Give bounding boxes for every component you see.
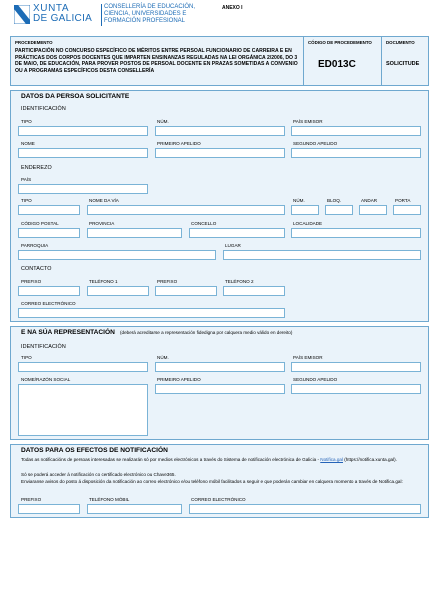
representation-razon-social-field[interactable] [18, 384, 148, 436]
notification-email-label: CORREO ELECTRÓNICO [191, 497, 246, 502]
applicant-telefono1-label: TELÉFONO 1 [89, 279, 118, 284]
logo-galicia-text: DE GALICIA [33, 13, 93, 24]
notification-prefixo-field[interactable] [18, 504, 80, 514]
notification-p1-end: (https://notifica.xunta.gal). [344, 457, 397, 462]
notification-telefono-mobil-field[interactable] [87, 504, 182, 514]
document-type: SOLICITUDE [386, 61, 420, 67]
applicant-pais-field[interactable] [18, 184, 148, 194]
applicant-num2-label: NÚM. [293, 198, 305, 203]
applicant-localidade-label: LOCALIDADE [293, 221, 323, 226]
document-label: DOCUMENTO [386, 40, 415, 45]
xunta-logo [14, 5, 30, 24]
applicant-codigo-postal-field[interactable] [18, 228, 80, 238]
applicant-num2-field[interactable] [291, 205, 319, 215]
logo-xunta-text: XUNTA [33, 3, 70, 14]
representation-tipo-label: TIPO [21, 355, 32, 360]
procedure-code-label: CÓDIGO DE PROCEDEMENTO [308, 40, 372, 45]
procedure-text: PARTICIPACIÓN NO CONCURSO ESPECÍFICO DE MÉRITOS ENTRE PERSOAL FUNCIONARIO DE CARREIRA E EN PRÁCTICAS DOS CORPOS DOCENTES QUE IMPARTEN ENSINANZAS REGULADAS NA LEI ORGÁNICA 2/2006, DO 3 DE MAIO, DE EDUCACIÓN, PARA PROVER POSTOS DE PERSOAL DOCENTE EN PRAZAS SOMETIDAS A CONVENIO OU A PROGRAMAS ESPECÍFICOS DESTA CONSELLERÍA [15, 48, 298, 74]
applicant-concello-field[interactable] [189, 228, 285, 238]
notification-title: DATOS PARA OS EFECTOS DE NOTIFICACIÓN [21, 447, 168, 454]
applicant-segundo-apelido-field[interactable] [291, 148, 421, 158]
procedure-divider-2 [381, 36, 382, 86]
applicant-contact-heading: CONTACTO [21, 266, 52, 272]
applicant-address-tipo-label: TIPO [21, 198, 32, 203]
applicant-email-label: CORREO ELECTRÓNICO [21, 301, 76, 306]
applicant-telefono1-field[interactable] [87, 286, 149, 296]
applicant-tipo-label: TIPO [21, 119, 32, 124]
applicant-num-field[interactable] [155, 126, 285, 136]
notification-paragraph-3: Enviaranse avisos do posto á disposición da notificación ao correo electrónico e/ou teléfono móbil facilitados a seguir e que poderán cambiar en calquera momento a través de Notifica.gal: [21, 479, 403, 484]
representation-num-label: NÚM. [157, 355, 169, 360]
applicant-nome-via-field[interactable] [87, 205, 285, 215]
ministry-line-2: CIENCIA, UNIVERSIDADES E [104, 11, 187, 17]
applicant-identification-heading: IDENTIFICACIÓN [21, 106, 66, 112]
galicia-flag-icon [14, 5, 30, 24]
applicant-lugar-field[interactable] [223, 250, 421, 260]
annex-label: ANEXO I [222, 5, 243, 11]
applicant-andar-label: ANDAR [361, 198, 378, 203]
procedure-label: PROCEDEMENTO [15, 40, 53, 45]
applicant-primeiro-apelido-field[interactable] [155, 148, 285, 158]
procedure-code: ED013C [318, 59, 356, 70]
applicant-nome-via-label: NOME DA VÍA [89, 198, 119, 203]
applicant-address-tipo-field[interactable] [18, 205, 80, 215]
applicant-bloq-label: BLOQ. [327, 198, 342, 203]
representation-pais-emisor-field[interactable] [291, 362, 421, 372]
ministry-line-3: FORMACIÓN PROFESIONAL [104, 18, 186, 24]
applicant-localidade-field[interactable] [291, 228, 421, 238]
applicant-prefixo2-field[interactable] [155, 286, 217, 296]
representation-tipo-field[interactable] [18, 362, 148, 372]
applicant-telefono2-field[interactable] [223, 286, 285, 296]
applicant-address-heading: ENDEREZO [21, 165, 52, 171]
applicant-bloq-field[interactable] [325, 205, 353, 215]
representation-note: (deberá acreditarse a representación fidedigna por calquera medio válido en dereito) [120, 330, 293, 335]
notification-email-field[interactable] [189, 504, 421, 514]
logo-divider [101, 4, 102, 26]
applicant-codigo-postal-label: CÓDIGO POSTAL [21, 221, 59, 226]
applicant-parroquia-field[interactable] [18, 250, 216, 260]
applicant-parroquia-label: PARROQUIA [21, 243, 49, 248]
representation-identification-heading: IDENTIFICACIÓN [21, 344, 66, 350]
notification-paragraph-2: Só se poderá acceder á notificación co certificado electrónico ou Chave365. [21, 472, 176, 477]
representation-title: E NA SÚA REPRESENTACIÓN [21, 329, 115, 336]
applicant-pais-emisor-label: PAÍS EMISOR [293, 119, 323, 124]
applicant-provincia-label: PROVINCIA [89, 221, 115, 226]
applicant-andar-field[interactable] [359, 205, 387, 215]
notification-telefono-mobil-label: TELÉFONO MÓBIL [89, 497, 130, 502]
notifica-gal-link[interactable]: Notifica.gal [320, 457, 343, 462]
applicant-pais-label: PAÍS [21, 177, 32, 182]
notification-prefixo-label: PREFIXO [21, 497, 42, 502]
representation-primeiro-apelido-field[interactable] [155, 384, 285, 394]
representation-segundo-apelido-field[interactable] [291, 384, 421, 394]
applicant-title: DATOS DA PERSOA SOLICITANTE [21, 93, 130, 100]
applicant-num-label: NÚM. [157, 119, 169, 124]
applicant-porta-field[interactable] [393, 205, 421, 215]
applicant-provincia-field[interactable] [87, 228, 182, 238]
applicant-porta-label: PORTA [395, 198, 411, 203]
notification-paragraph-1 [21, 457, 416, 463]
ministry-line-1: CONSELLERÍA DE EDUCACIÓN, [104, 4, 196, 10]
applicant-nome-field[interactable] [18, 148, 148, 158]
applicant-prefixo1-label: PREFIXO [21, 279, 42, 284]
procedure-divider-1 [303, 36, 304, 86]
applicant-prefixo2-label: PREFIXO [157, 279, 178, 284]
notification-p1-start: Todas as notificacións de persoas interesadas se realizarán só por medios electrónicos a través do Sistema de notificación electrónica de Galicia - [21, 457, 319, 462]
representation-num-field[interactable] [155, 362, 285, 372]
representation-razon-social-label: NOME/RAZÓN SOCIAL [21, 377, 71, 382]
applicant-primeiro-apelido-label: PRIMEIRO APELIDO [157, 141, 201, 146]
representation-segundo-apelido-label: SEGUNDO APELIDO [293, 377, 338, 382]
applicant-concello-label: CONCELLO [191, 221, 217, 226]
applicant-nome-label: NOME [21, 141, 35, 146]
applicant-email-field[interactable] [18, 308, 285, 318]
applicant-telefono2-label: TELÉFONO 2 [225, 279, 254, 284]
applicant-tipo-field[interactable] [18, 126, 148, 136]
applicant-lugar-label: LUGAR [225, 243, 241, 248]
applicant-pais-emisor-field[interactable] [291, 126, 421, 136]
applicant-prefixo1-field[interactable] [18, 286, 80, 296]
applicant-segundo-apelido-label: SEGUNDO APELIDO [293, 141, 338, 146]
representation-pais-emisor-label: PAÍS EMISOR [293, 355, 323, 360]
representation-primeiro-apelido-label: PRIMEIRO APELIDO [157, 377, 201, 382]
